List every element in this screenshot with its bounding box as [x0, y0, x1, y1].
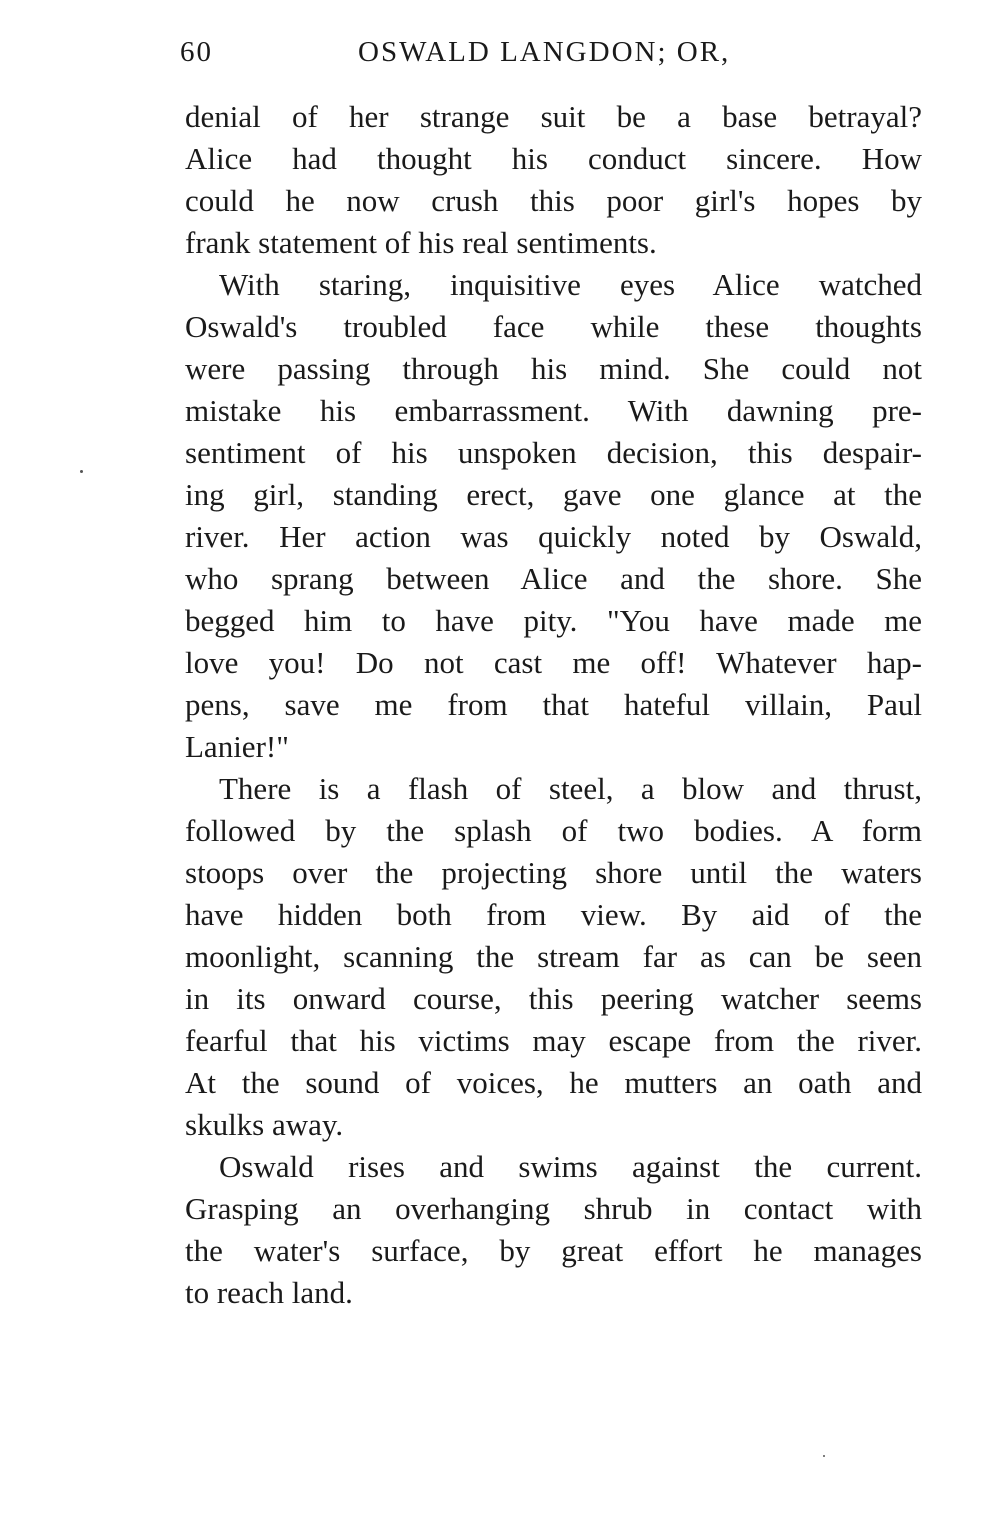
text-line: the water's surface, by great effort he manages — [185, 1233, 922, 1268]
text-line: Lanier!" — [185, 729, 289, 764]
text-line: There is a flash of steel, a blow and thrust, — [219, 771, 922, 806]
text-line: who sprang between Alice and the shore. She — [185, 561, 922, 596]
running-head — [180, 36, 740, 76]
text-line: moonlight, scanning the stream far as can be seen — [185, 939, 922, 974]
text-line: mistake his embarrassment. With dawning pre- — [185, 393, 922, 428]
scan-speck — [80, 470, 83, 473]
text-line: Oswald rises and swims against the current. — [219, 1149, 922, 1184]
text-line: stoops over the projecting shore until the waters — [185, 855, 922, 890]
text-line: ing girl, standing erect, gave one glance at the — [185, 477, 922, 512]
text-line: Alice had thought his conduct sincere. How — [185, 141, 922, 176]
page-number: 60 — [180, 36, 213, 68]
text-line: At the sound of voices, he mutters an oath and — [185, 1065, 922, 1100]
body-text — [185, 96, 922, 1314]
text-line: denial of her strange suit be a base betrayal? — [185, 99, 922, 134]
text-line: followed by the splash of two bodies. A form — [185, 813, 922, 848]
scan-speck — [823, 1455, 825, 1457]
text-line: Grasping an overhanging shrub in contact with — [185, 1191, 922, 1226]
text-line: skulks away. — [185, 1107, 344, 1142]
text-line: to reach land. — [185, 1275, 353, 1310]
text-line: river. Her action was quickly noted by Oswald, — [185, 519, 922, 554]
text-line: have hidden both from view. By aid of the — [185, 897, 922, 932]
text-line: were passing through his mind. She could not — [185, 351, 922, 386]
text-line: begged him to have pity. "You have made me — [185, 603, 922, 638]
text-line: fearful that his victims may escape from the river. — [185, 1023, 922, 1058]
text-line: With staring, inquisitive eyes Alice watched — [219, 267, 922, 302]
text-line: Oswald's troubled face while these thoughts — [185, 309, 922, 344]
text-line: in its onward course, this peering watcher seems — [185, 981, 922, 1016]
running-title: OSWALD LANGDON; OR, — [358, 36, 731, 68]
text-line: frank statement of his real sentiments. — [185, 225, 657, 260]
text-line: sentiment of his unspoken decision, this despair- — [185, 435, 922, 470]
text-line: could he now crush this poor girl's hopes by — [185, 183, 922, 218]
text-line: love you! Do not cast me off! Whatever hap- — [185, 645, 922, 680]
text-line: pens, save me from that hateful villain, Paul — [185, 687, 922, 722]
